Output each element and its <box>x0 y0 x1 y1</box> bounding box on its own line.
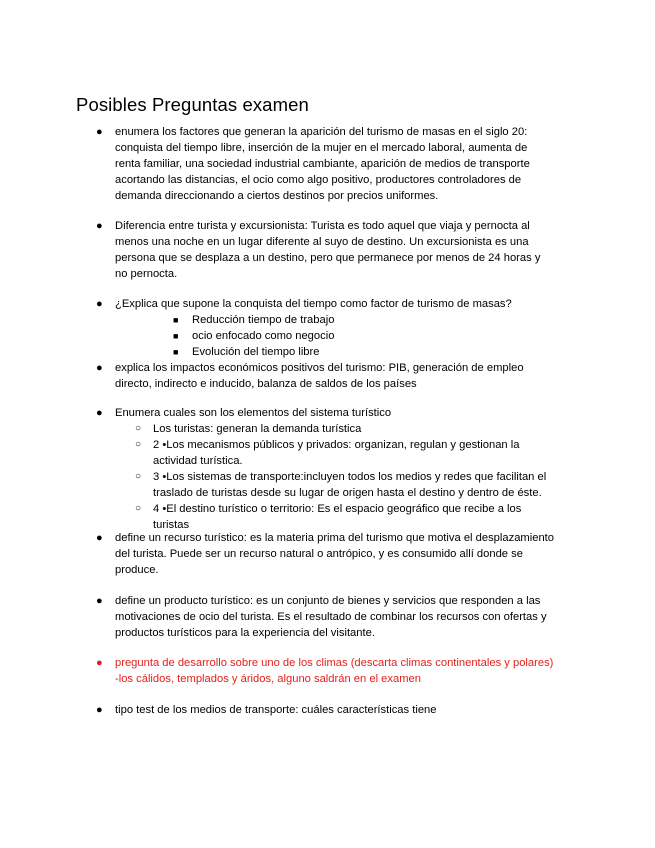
list-item <box>0 530 655 578</box>
circle-bullet-icon: ○ <box>135 471 142 482</box>
bullet-icon: ● <box>96 298 103 310</box>
text-line: produce. <box>115 564 159 576</box>
text-line: 4 •El destino turístico o territorio: Es el espacio geográfico que recibe a los <box>153 503 522 515</box>
text-line: Los turistas: generan la demanda turística <box>153 423 362 435</box>
list-item <box>0 469 655 501</box>
list-item <box>0 421 655 437</box>
question-turista-excursionista <box>0 218 655 282</box>
text-line: no pernocta. <box>115 268 178 280</box>
text-line: actividad turística. <box>153 455 243 467</box>
text-line: conquista del tiempo libre, inserción de la mujer en el mercado laboral, aumenta de <box>115 142 528 154</box>
text-line: pregunta de desarrollo sobre uno de los climas (descarta climas continentales y polares) <box>115 657 554 669</box>
question-conquista-tiempo <box>0 296 655 360</box>
list-item <box>0 296 655 312</box>
text-line: directo, indirecto e inducido, balanza de saldos de los países <box>115 378 417 390</box>
text-line: define un producto turístico: es un conjunto de bienes y servicios que responden a las <box>115 595 541 607</box>
list-item <box>0 593 655 641</box>
bullet-icon: ● <box>96 220 103 232</box>
text-line: Reducción tiempo de trabajo <box>192 314 335 326</box>
text-line: ocio enfocado como negocio <box>192 330 335 342</box>
text-line: Enumera cuales son los elementos del sistema turístico <box>115 407 392 419</box>
page-title: Posibles Preguntas examen <box>76 94 309 115</box>
text-line: -los cálidos, templados y áridos, alguno saldrán en el examen <box>115 673 421 685</box>
circle-bullet-icon: ○ <box>135 503 142 514</box>
text-line: ¿Explica que supone la conquista del tiempo como factor de turismo de masas? <box>115 298 512 310</box>
question-desarrollo-climas <box>0 655 655 687</box>
list-item <box>0 312 655 328</box>
question-impactos-economicos <box>0 360 655 392</box>
text-line: explica los impactos económicos positivos del turismo: PIB, generación de empleo <box>115 362 524 374</box>
list-item <box>0 501 655 533</box>
bullet-icon: ● <box>96 126 103 138</box>
text-line: traslado de turistas desde su lugar de origen hasta el destino y dentro de éste. <box>153 487 542 499</box>
text-line: del turista. Puede ser un recurso natural o antrópico, y es consumido allí donde se <box>115 548 523 560</box>
text-line: persona que se desplaza a un destino, pero que permanece por menos de 24 horas y <box>115 252 541 264</box>
text-line: Evolución del tiempo libre <box>192 346 320 358</box>
text-line: menos una noche en un lugar diferente al suyo de destino. Un excursionista es una <box>115 236 529 248</box>
bullet-icon: ● <box>96 362 103 374</box>
text-line: productos turísticos para la experiencia del visitante. <box>115 627 375 639</box>
circle-bullet-icon: ○ <box>135 423 142 434</box>
circle-bullet-icon: ○ <box>135 439 142 450</box>
list-item <box>0 360 655 392</box>
square-bullet-icon: ■ <box>173 347 179 357</box>
text-line: demanda direccionando a ciertos destinos por precios uniformes. <box>115 190 439 202</box>
text-line: enumera los factores que generan la aparición del turismo de masas en el siglo 20: <box>115 126 528 138</box>
text-line: 3 •Los sistemas de transporte:incluyen todos los medios y redes que facilitan el <box>153 471 547 483</box>
bullet-icon: ● <box>96 407 103 419</box>
text-line: acortando las distancias, el ocio como algo positivo, productores controladores de <box>115 174 522 186</box>
list-item <box>0 405 655 421</box>
square-bullet-icon: ■ <box>173 315 179 325</box>
text-line: 2 •Los mecanismos públicos y privados: organizan, regulan y gestionan la <box>153 439 520 451</box>
list-item <box>0 437 655 469</box>
text-line: turistas <box>153 519 190 531</box>
bullet-icon: ● <box>96 704 103 716</box>
question-medios-transporte <box>0 702 655 718</box>
list-item <box>0 344 655 360</box>
list-item <box>0 328 655 344</box>
question-producto-turistico <box>0 593 655 641</box>
text-line: tipo test de los medios de transporte: cuáles características tiene <box>115 704 437 716</box>
question-factores-turismo-masas <box>0 124 655 204</box>
text-line: renta familiar, una sociedad industrial cambiante, aparición de medios de transporte <box>115 158 530 170</box>
bullet-icon: ● <box>96 595 103 607</box>
question-recurso-turistico <box>0 530 655 578</box>
bullet-icon: ● <box>96 532 103 544</box>
text-line: define un recurso turístico: es la materia prima del turismo que motiva el desplazamiento <box>115 532 555 544</box>
list-item <box>0 702 655 718</box>
question-sistema-turistico <box>0 405 655 533</box>
text-line: motivaciones de ocio del turista. Es el resultado de combinar los recursos con ofertas y <box>115 611 547 623</box>
text-line: Diferencia entre turista y excursionista: Turista es todo aquel que viaja y pernocta al <box>115 220 530 232</box>
bullet-icon: ● <box>96 657 103 669</box>
list-item <box>0 124 655 204</box>
list-item <box>0 218 655 282</box>
square-bullet-icon: ■ <box>173 331 179 341</box>
list-item <box>0 655 655 687</box>
